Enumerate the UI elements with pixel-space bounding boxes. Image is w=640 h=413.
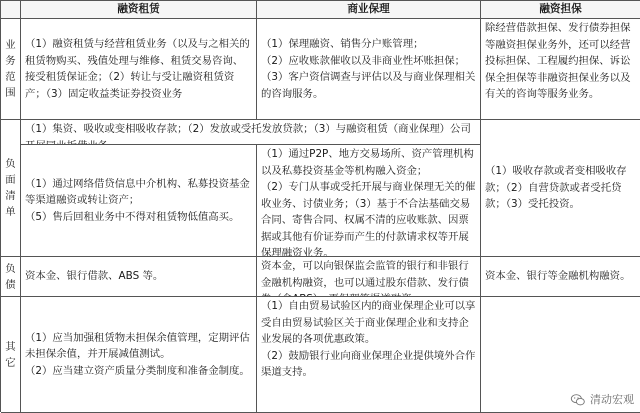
- cell-other-factoring: （1）自由贸易试验区内的商业保理企业可以享受自由贸易试验区关于商业保理企业和支持企业发展的各项优惠政策。 （2）鼓励银行业向商业保理企业提供境外合作渠道支持。: [257, 297, 481, 413]
- cell-negative-factoring: （1）通过P2P、地方交易场所、资产管理机构以及私募投资基金等机构融入资金； （2）专门从事或受托开展与商业保理无关的催收业务、讨债业务；（3）基于不合法基础交易合同、寄售合同、权属不清的应收账款、因票据或其他有价证券而产生的付款请求权等开展保理融资业务。: [257, 145, 481, 257]
- cell-liabilities-factoring: 资本金，可以向银保监会监管的银行和非银行金融机构融资，也可以通过股东借款、发行债: [257, 257, 481, 297]
- cell-scope-guarantee: [481, 19, 640, 120]
- cell-other-leasing: [21, 297, 257, 413]
- cell-liabilities-leasing: [21, 257, 257, 297]
- cell-text: （1）保理融资、销售分户账管理； （2）应收账款催收以及非商业性坏账担保； （3）客户资信调查与评估以及与商业保理相关的咨询服务。: [261, 36, 476, 102]
- cell-scope-leasing: [21, 19, 257, 120]
- cell-text: 资本金、银行等金融机构融资。: [485, 268, 630, 285]
- wechat-icon: [570, 392, 586, 408]
- cell-negative-common: （1）集资、吸收或变相吸收存款；（2）发放或受托发放贷款；（3）与融资租赁（商业保理）公司: [21, 120, 481, 145]
- cell-liabilities-guarantee: [481, 257, 640, 297]
- header-factoring: 商业保理: [257, 1, 481, 19]
- cell-text: （1）融资租赁与经营租赁业务（以及与之相关的租赁物购买、残值处理与维修、租赁交易咨询、接受租赁保证金；（2）转让与受让融资租赁资产；（3）固定收益类证券投资业务: [25, 36, 252, 102]
- cell-text: （1）通过网络借贷信息中介机构、私募投资基金等渠道融资或转让资产； （5）售后回租业务中不得对租赁物低值高买。: [25, 176, 252, 226]
- header-corner: [1, 1, 21, 19]
- cell-text: （1）吸收存款或者变相吸收存款；（2）自营贷款或者受托贷款；（3）受托投资。: [485, 163, 636, 213]
- row-label-scope: 业务 范围: [1, 19, 21, 120]
- cell-negative-guarantee: [481, 120, 640, 257]
- row-label-negative-list: 负面 清单: [1, 120, 21, 257]
- cell-text: （1）应当加强租赁物未担保余值管理，定期评估未担保余值，并开展减值测试。 （2）应当建立资产质量分类制度和准备金制度。: [25, 330, 252, 380]
- row-label-liabilities: 负 债: [1, 257, 21, 297]
- cell-scope-factoring: [257, 19, 481, 120]
- watermark: [570, 392, 634, 409]
- header-leasing: 融资租赁: [21, 1, 257, 19]
- header-guarantee: 融资担保: [481, 1, 640, 19]
- row-label-other: 其 它: [1, 297, 21, 413]
- cell-negative-leasing: [21, 145, 257, 257]
- watermark-text: 清动宏观: [590, 392, 634, 409]
- cell-text: 资本金、银行借款、ABS 等。: [25, 268, 163, 285]
- cell-text: 除经营借款担保、发行债券担保等融资担保业务外，还可以经营投标担保、工程履约担保、诉讼保全担保等非融资担保业务以及有关的咨询等服务业务。: [485, 22, 630, 100]
